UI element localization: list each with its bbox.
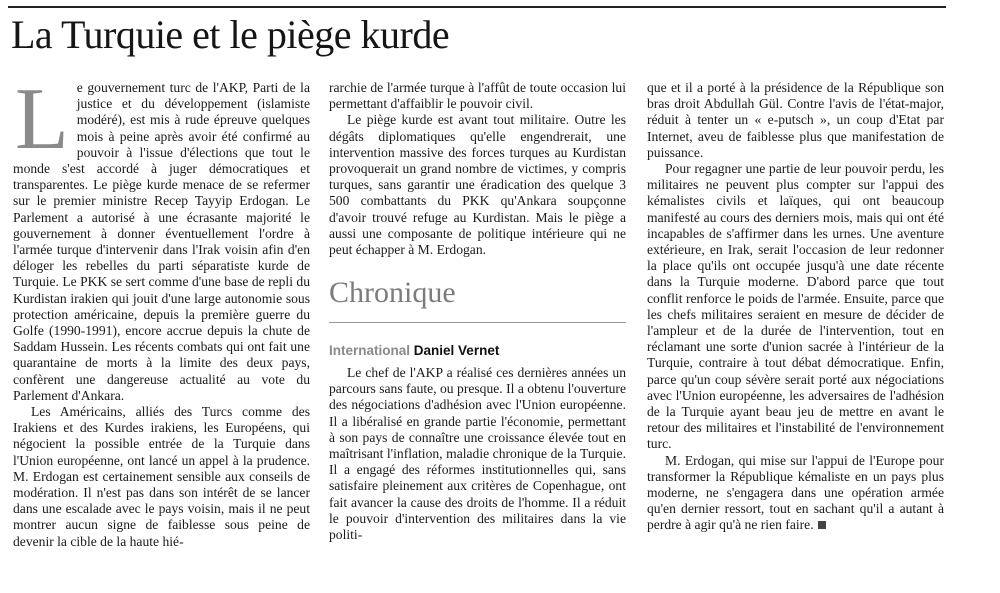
article-column-2 xyxy=(329,80,626,258)
paragraph: Le chef de l'AKP a réalisé ces dernières années un parcours sans faute, ou presque. Il a obtenu l'ouverture des négociations d'adhésion avec l'Union européenne. Il a libéralisé en grande partie l'économie, permettant à son pays de connaître une croissance élevée tout en maîtrisant l'inflation, maladie chronique de la Turquie. Il a engagé des réformes institutionnelles qui, sans satisfaire pleinement aux critères de Copenhague, ont fait avancer la cause des droits de l'homme. Il a réduit le pouvoir d'intervention des militaires dans la vie politi- xyxy=(329,365,626,543)
paragraph: Pour regagner une partie de leur pouvoir perdu, les militaires ne peuvent plus compter sur l'appui des kémalistes civils et laïques, qui ont beaucoup manifesté au cours des derniers mois, mais qui ont été incapables de s'affirmer dans les urnes. Une aventure extérieure, en Irak, serait l'occasion de leur redonner la place qu'ils ont occupée jusqu'à une date récente dans la Turquie moderne. D'abord parce que tout conflit renforce le poids de l'armée. Ensuite, parce que les chefs militaires seraient en mesure de décider de l'ampleur et de la durée de l'intervention, tout en réclamant une sorte d'union sacrée à l'intérieur de la Turquie, contraire à tout débat démocratique. Enfin, parce qu'un coup sévère serait porté aux négociations avec l'Union européenne, les adversaires de l'adhésion de la Turquie ayant beau jeu de mettre en avant le retour des militaires et l'instabilité de l'environnement turc. xyxy=(647,161,944,452)
byline xyxy=(329,343,499,359)
article-column-1 xyxy=(13,71,310,550)
paragraph-final xyxy=(647,453,944,534)
paragraph: Le piège kurde est avant tout militaire. Outre les dégâts diplomatiques qu'elle engendrerait, une intervention massive des forces turques au Kurdistan provoquerait un grand nombre de victimes, y compris turques, sans garantir une éradication des quelque 3 500 combattants du PKK qu'Ankara soupçonne d'avoir trouvé refuge au Kurdistan. Mais le piège a aussi une composante de politique intérieure qui ne peut échapper à M. Erdogan. xyxy=(329,112,626,258)
drop-cap: L xyxy=(15,71,69,168)
top-rule xyxy=(8,6,946,8)
rubric-divider xyxy=(329,322,626,323)
paragraph xyxy=(13,71,310,404)
paragraph: Les Américains, alliés des Turcs comme des Irakiens et des Kurdes irakiens, les Européens, qui négocient la possible entrée de la Turquie dans l'Union européenne, ont lancé un appel à la prudence. M. Erdogan est certainement sensible aux conseils de modération. Il n'est pas dans son intérêt de se lancer dans une escalade avec le pays voisin, mais il ne peut montrer aucun signe de faiblesse sous peine de devenir la cible de la haute hié- xyxy=(13,404,310,549)
paragraph-text: e gouvernement turc de l'AKP, Parti de la justice et du développement (islamiste modéré), est mis à rude épreuve quelques mois à peine après avoir été confirmé au pouvoir à l'issue d'élections que tout le monde s'est accordé à juger démocratiques et transparentes. Le piège kurde menace de se refermer sur le premier ministre Recep Tayyip Erdogan. Le Parlement a autorisé à une écrasante majorité le gouvernement à donner éventuellement l'ordre à l'armée turque d'intervenir dans l'Irak voisin afin d'en déloger les rebelles du parti séparatiste kurde de Turquie. Le PKK se sert comme d'une base de repli du Kurdistan irakien qui jouit d'une large autonomie sous protection américaine, depuis la première guerre du Golfe (1990-1991), encore accrue depuis la chute de Saddam Hussein. Les récents combats qui ont fait une quarantaine de morts à la limite des deux pays, confèrent une dangereuse actualité au vote du Parlement d'Ankara. xyxy=(13,80,310,403)
article-column-2-continued xyxy=(329,365,626,543)
end-mark-icon xyxy=(818,521,826,529)
author-name: Daniel Vernet xyxy=(413,343,500,358)
paragraph-text: M. Erdogan, qui mise sur l'appui de l'Europe pour transformer la République kémaliste en un pays plus moderne, ne s'engagera dans une opération armée qu'en dernier ressort, tout en sachant qu'il a autant à perdre à agir qu'à ne rien faire. xyxy=(647,452,944,533)
article-column-3 xyxy=(647,80,944,534)
rubric-title: Chronique xyxy=(329,276,456,309)
section-label: International xyxy=(329,343,411,358)
paragraph: rarchie de l'armée turque à l'affût de toute occasion lui permettant d'affaiblir le pouvoir civil. xyxy=(329,80,626,112)
paragraph: que et il a porté à la présidence de la République son bras droit Abdullah Gül. Contre l'avis de l'état-major, réduit à tenter un « e-putsch », un coup d'Etat par Internet, aveu de faiblesse plus que manifestation de puissance. xyxy=(647,80,944,160)
headline: La Turquie et le piège kurde xyxy=(11,12,450,57)
